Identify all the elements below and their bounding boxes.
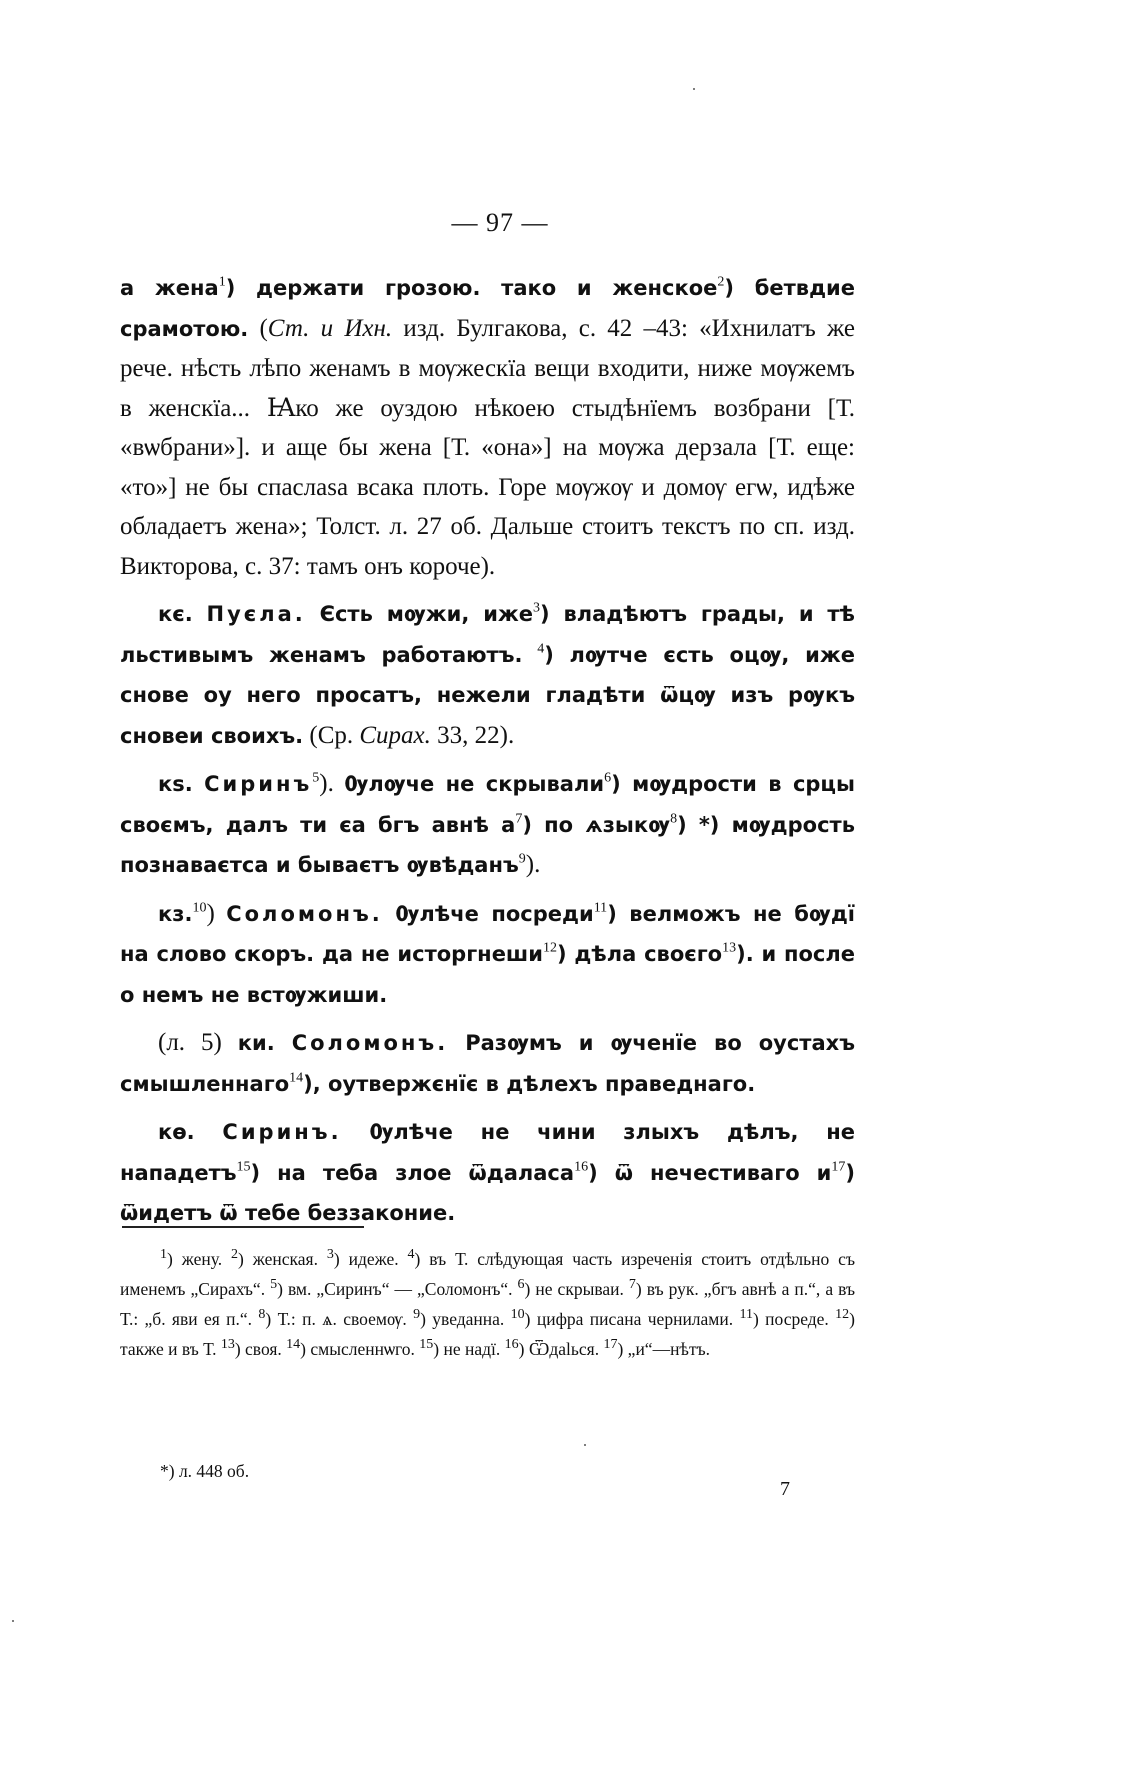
slavonic-text: ) дѣла своєго [556,942,723,966]
footnote-text: ) Ѿдаlься. [518,1339,604,1359]
slavonic-text: Ѹлѣче не чини злыхъ дѣлъ, не нападетъ [120,1120,856,1185]
paper-speck [12,1620,14,1622]
text-run: (Ср. [303,721,360,749]
footnote-number: 9 [413,1307,421,1323]
footnote-ref: 13 [722,940,737,956]
italic-source: Ст. и Ихн. [267,314,393,342]
footnote-text: ) цифра писана чернилами. [524,1309,740,1329]
footnote-number: 7 [628,1277,636,1293]
paragraph-5 [120,1023,855,1104]
footnote-ref: 5 [312,770,320,786]
footnote-ref: 17 [831,1159,846,1175]
footnote-number: 3 [326,1247,334,1263]
page-number: — 97 — [451,208,549,237]
text-run: ( [248,314,268,342]
speaker-name: Сиринъ [204,772,313,796]
footnote-text: ) идеже. [333,1249,408,1269]
footnote-text: ) вм. „Сиринъ“ — „Соломонъ“. [277,1279,518,1299]
slavonic-text: а жена [120,276,219,300]
saying-number: кє. [158,602,207,626]
footnote-number: 16 [504,1337,519,1353]
saying-number: кѳ. [158,1120,223,1144]
footnote-number: 12 [835,1307,850,1323]
footnote-ref: 15 [236,1159,251,1175]
paragraph-3 [120,764,855,886]
slavonic-text: ). и после о немъ не встѹжиши. [120,942,856,1007]
footnote-number: 17 [603,1337,618,1353]
slavonic-text: ) бетвдие срамотою. [120,276,855,341]
slavonic-text: ) ѿидетъ ѿ тебе беззаконие. [120,1160,855,1225]
slavonic-text: Разѹмъ и ѹченїе во оустахъ смышленнаго [120,1031,855,1096]
slavonic-text: ) *) мѹдрость познаваєтса и бываєтъ ѹвѣданъ [120,812,855,877]
saying-number: кз. [158,901,193,926]
footnote-text: ) въ рук. „бгъ авнѣ а п.“, а въ Т.: „б. яви ея п.“. [120,1279,855,1329]
footnote-ref: 8 [670,811,678,827]
footnote-number: 13 [220,1337,235,1353]
signature-mark: 7 [780,1478,790,1500]
footnote-number: 8 [258,1307,266,1323]
text-run: ) [206,899,227,927]
footnote-ref: 12 [542,940,557,956]
text-run: (л. 5) [158,1029,238,1056]
footnote-ref: 1 [218,274,226,290]
slavonic-text: ) владѣютъ грады, и тѣ льстивымъ женамъ работаютъ. [120,602,855,667]
footnote-number: 14 [286,1337,301,1353]
slavonic-text: ) ѿ нечестиваго и [588,1160,832,1185]
footnote-number: 4 [407,1247,415,1263]
footnote-number: 1 [160,1247,167,1263]
footnote-ref: 10 [192,900,207,916]
footnote-text: ) не скрываи. [524,1279,629,1299]
slavonic-text: ), оутвержєнїє в дѣлехъ праведнаго. [303,1071,756,1096]
slavonic-text: ) на теба злое ѿдаласа [250,1160,575,1185]
saying-number: кѕ. [158,772,205,796]
footnote-text: ) женская. [238,1249,327,1269]
slavonic-text: Єсть мѹжи, иже [305,602,534,626]
speaker-name: Сиринъ. [222,1120,342,1144]
speaker-name: Соломонъ. [291,1031,449,1055]
footnote-text: ) смысленнѡго. [300,1339,420,1359]
footnote-text: ) въ Т. слѣдующая часть изреченія стоитъ отдѣльно съ именемъ „Сирахъ“. [120,1249,855,1299]
text-run: 33, 22). [430,721,515,749]
footnote-ref: 7 [515,811,523,827]
slavonic-text: ) по ѧзыкѹ [522,812,671,837]
paragraph-4 [120,894,855,1016]
paragraph-1 [120,268,855,586]
paper-speck [584,1444,586,1446]
slavonic-text: Ѹлѣче посреди [382,901,594,926]
footnote-number: 6 [517,1277,525,1293]
slavonic-text: ) велможъ не бѹдї на слово скоръ. да не исторгнеши [120,901,855,966]
footnote-ref: 4 [537,641,545,657]
footnote-ref: 6 [604,770,612,786]
saying-number: ки. [237,1031,292,1055]
footnote-ref: 2 [717,274,725,290]
paper-speck [693,88,695,90]
text-run: ). [319,770,345,797]
main-text [120,268,855,1242]
speaker-name: Соломонъ. [226,901,383,926]
footnote-number: 2 [231,1247,239,1263]
footnote-text: ) своя. [234,1339,287,1359]
paragraph-6 [120,1112,855,1234]
footnote-number: 11 [739,1307,753,1323]
footnote-ref: 16 [574,1159,589,1175]
slavonic-text: ) лѹтче єсть оцѹ, иже снове оу него просатъ, нежели гладѣти ѿцѹ изъ рѹкъ сновеи своихъ. [120,642,856,748]
footnote-ref: 3 [533,600,541,616]
speaker-name: Пуєла. [206,602,306,626]
footnote-text: ) посреде. [752,1309,836,1329]
footnote-text: ) жену. [167,1249,232,1269]
footnote-ref: 9 [518,851,526,867]
slavonic-text: ) мѹдрости в срцы своємъ, далъ ти єа бгъ авнѣ а [120,772,855,837]
footnote-block [120,1244,855,1364]
italic-source: Сирах. [359,721,431,749]
footnote-text: ) не надї. [433,1339,505,1359]
footnote-text: ) также и въ Т. [120,1309,855,1359]
footnote-text: ) Т.: п. ѧ. своемѹ. [265,1309,414,1329]
footnote-star: *) л. 448 об. [160,1461,250,1481]
footnote-ref: 11 [593,900,608,916]
footnote-divider [122,1226,364,1228]
text-run: ). [525,851,541,878]
footnote-number: 10 [510,1307,525,1323]
slavonic-text: Ѹлѹче не скрывали [344,772,605,796]
footnote-text: ) уведанна. [420,1309,511,1329]
footnote-number: 15 [419,1337,434,1353]
paragraph-2 [120,594,855,756]
slavonic-text: ) держати грозою. тако и женское [225,276,718,300]
footnote-number: 5 [270,1277,278,1293]
footnotes [120,1244,855,1481]
footnote-ref: 14 [289,1070,304,1086]
footnote-text: ) „и“—нѣтъ. [617,1339,711,1359]
commentary-text: изд. Булгакова, с. 42 –43: «Ихнилатъ же рече. нѣсть лѣпо женамъ в мѹжескїа вещи входити, ниже мѹжемъ в женскїа... Ꙗко же оуздою нѣкоею стыдѣнїемъ возбрани [Т. «вѡбрани»]. и аще бы жена [Т. «она»] на мѹжа дерзала [Т. еще: «то»] не бы спаслаѕа всака плоть. Горе мѹжѹ и домѹ егѡ, идѣже обладаетъ жена»; Толст. л. 27 об. Дальше стоитъ текстъ по сп. изд. Викторова, с. 37: тамъ онъ короче). [120,314,855,580]
